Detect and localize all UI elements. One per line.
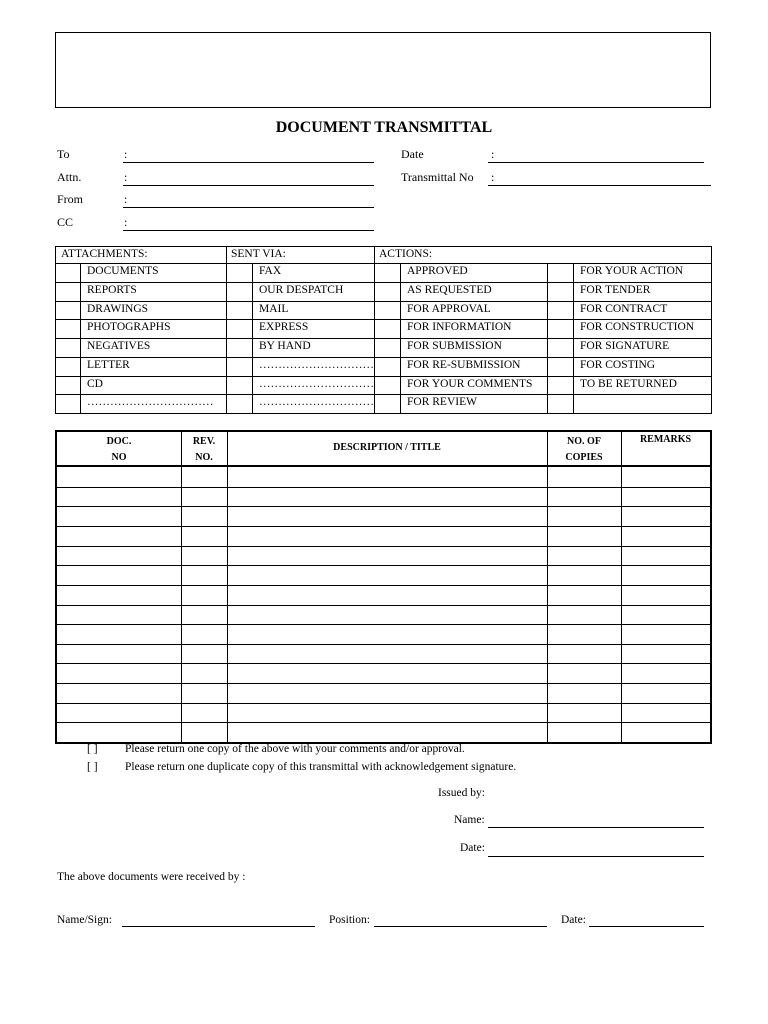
remarks-header: REMARKS [639,434,692,445]
table-row[interactable] [57,487,710,508]
checklist-row [56,319,711,338]
field-colon-cc: : [124,215,128,229]
document-title: DOCUMENT TRANSMITTAL [275,119,493,136]
sent-via-checkbox[interactable] [232,282,248,301]
sent-via-checkbox[interactable] [232,394,248,413]
action-secondary-checkbox[interactable] [553,357,569,376]
field-colon-date: : [491,147,495,161]
attachment-checkbox[interactable] [62,282,78,301]
field-label-to: To [57,147,70,161]
received-position-line[interactable] [374,926,547,927]
attachment-label: DRAWINGS [87,302,149,315]
copies-header-line2: COPIES [565,452,603,463]
attachment-label: PHOTOGRAPHS [87,321,171,334]
action-secondary-checkbox[interactable] [553,338,569,357]
checklist-header-row [56,247,711,263]
received-statement: The above documents were received by : [57,871,246,883]
doc-no-header-line2: NO [111,452,127,463]
checklist-row [56,301,711,320]
action-secondary-checkbox[interactable] [553,376,569,395]
field-label-transmittal-no: Transmittal No [401,170,474,184]
attachment-checkbox[interactable] [62,338,78,357]
checklist-row [56,376,711,395]
copies-header-line1: NO. OF [567,436,601,447]
action-checkbox[interactable] [380,357,396,376]
action-secondary-label: FOR CONTRACT [580,302,668,315]
table-row[interactable] [57,585,710,606]
document-register-table [55,430,712,744]
action-label: FOR INFORMATION [407,321,512,334]
attachment-checkbox[interactable] [62,319,78,338]
action-secondary-checkbox[interactable] [553,282,569,301]
sent-via-label: BY HAND [259,340,311,352]
attn-input-line[interactable] [123,185,374,186]
issued-date-line[interactable] [488,856,704,857]
rev-no-header-line1: REV. [192,436,216,447]
action-secondary-checkbox[interactable] [553,319,569,338]
action-secondary-checkbox[interactable] [553,394,569,413]
attachment-label: DOCUMENTS [87,265,159,277]
field-colon-from: : [124,192,128,206]
table-row[interactable] [57,546,710,567]
field-label-date: Date [401,147,424,161]
action-label: FOR YOUR COMMENTS [407,377,533,390]
received-name-sign-label: Name/Sign: [57,914,112,926]
action-checkbox[interactable] [380,282,396,301]
action-checkbox[interactable] [380,376,396,395]
sent-via-checkbox[interactable] [232,376,248,395]
doc-no-header [57,434,181,466]
sent-via-label: EXPRESS [259,321,309,334]
table-row[interactable] [57,526,710,547]
note-text-1: Please return one copy of the above with your comments and/or approval. [125,743,465,755]
field-label-cc: CC [57,215,74,229]
rev-no-header-line2: NO. [195,452,213,463]
sent-via-label: ………………………… [259,377,374,390]
attachment-checkbox[interactable] [62,394,78,413]
action-checkbox[interactable] [380,263,396,282]
issued-date-label: Date: [460,842,485,854]
copies-header [547,434,621,466]
note-checkbox-1[interactable]: [ ] [87,743,98,755]
table-row[interactable] [57,467,710,487]
from-input-line[interactable] [123,207,374,208]
sent-via-label: MAIL [259,302,289,315]
received-name-sign-line[interactable] [122,926,315,927]
date-input-line[interactable] [488,162,704,163]
table-row[interactable] [57,722,710,743]
rev-no-header [181,434,227,466]
note-checkbox-2[interactable]: [ ] [87,761,98,773]
attachment-label: CD [87,377,103,390]
company-header-box [55,32,711,108]
action-secondary-label: FOR SIGNATURE [580,340,670,352]
action-secondary-label: FOR COSTING [580,358,656,371]
sent-via-header: SENT VIA: [231,248,286,260]
sent-via-label: OUR DESPATCH [259,283,344,296]
field-colon-to: : [124,147,128,161]
attachment-checkbox[interactable] [62,263,78,282]
received-date-label: Date: [561,914,586,926]
actions-header: ACTIONS: [379,248,433,260]
attachment-label: REPORTS [87,283,137,296]
action-secondary-label: FOR YOUR ACTION [580,265,684,277]
action-checkbox[interactable] [380,338,396,357]
action-secondary-checkbox[interactable] [553,301,569,320]
action-label: FOR SUBMISSION [407,340,502,352]
cc-input-line[interactable] [123,230,374,231]
issued-name-label: Name: [454,814,485,826]
sent-via-checkbox[interactable] [232,319,248,338]
attachment-checkbox[interactable] [62,357,78,376]
note-text-2: Please return one duplicate copy of this transmittal with acknowledgement signature. [125,761,517,773]
description-header: DESCRIPTION / TITLE [333,442,441,453]
sent-via-label: ………………………… [259,358,374,371]
field-label-from: From [57,192,84,206]
issued-by-label: Issued by: [438,787,485,799]
sent-via-checkbox[interactable] [232,263,248,282]
table-row[interactable] [57,663,710,684]
sent-via-checkbox[interactable] [232,338,248,357]
action-label: FOR REVIEW [407,396,477,409]
checklist-row [56,357,711,376]
action-secondary-checkbox[interactable] [553,263,569,282]
action-secondary-label: FOR TENDER [580,283,651,296]
action-label: AS REQUESTED [407,283,492,296]
sent-via-label: FAX [259,265,282,277]
field-colon-transmittal-no: : [491,170,495,184]
attachment-label: LETTER [87,358,130,371]
table-row[interactable] [57,624,710,645]
issued-name-line[interactable] [488,827,704,828]
field-colon-attn: : [124,170,128,184]
received-position-label: Position: [329,914,370,926]
attachments-header: ATTACHMENTS: [61,248,148,260]
action-secondary-label: TO BE RETURNED [580,377,677,390]
action-checkbox[interactable] [380,319,396,338]
table-row[interactable] [57,644,710,665]
action-checkbox[interactable] [380,301,396,320]
action-label: APPROVED [407,265,468,277]
table-row[interactable] [57,683,710,704]
sent-via-checkbox[interactable] [232,357,248,376]
transmittal-no-input-line[interactable] [488,185,711,186]
checklist-grid [55,246,712,414]
table-row[interactable] [57,565,710,586]
action-secondary-label: FOR CONSTRUCTION [580,321,695,334]
table-row[interactable] [57,605,710,626]
checklist-row [56,338,711,357]
received-date-line[interactable] [589,926,704,927]
attachment-checkbox[interactable] [62,301,78,320]
table-row[interactable] [57,506,710,527]
table-row[interactable] [57,703,710,724]
attachment-label: NEGATIVES [87,340,151,352]
to-input-line[interactable] [123,162,374,163]
action-label: FOR APPROVAL [407,302,491,315]
checklist-row [56,394,711,413]
action-checkbox[interactable] [380,394,396,413]
attachment-checkbox[interactable] [62,376,78,395]
checklist-row [56,263,711,282]
attachment-label: …………………………… [87,396,214,409]
sent-via-label: ………………………… [259,396,374,409]
field-label-attn: Attn. [57,170,82,184]
doc-no-header-line1: DOC. [106,436,132,447]
checklist-row [56,282,711,301]
action-label: FOR RE-SUBMISSION [407,358,521,371]
sent-via-checkbox[interactable] [232,301,248,320]
